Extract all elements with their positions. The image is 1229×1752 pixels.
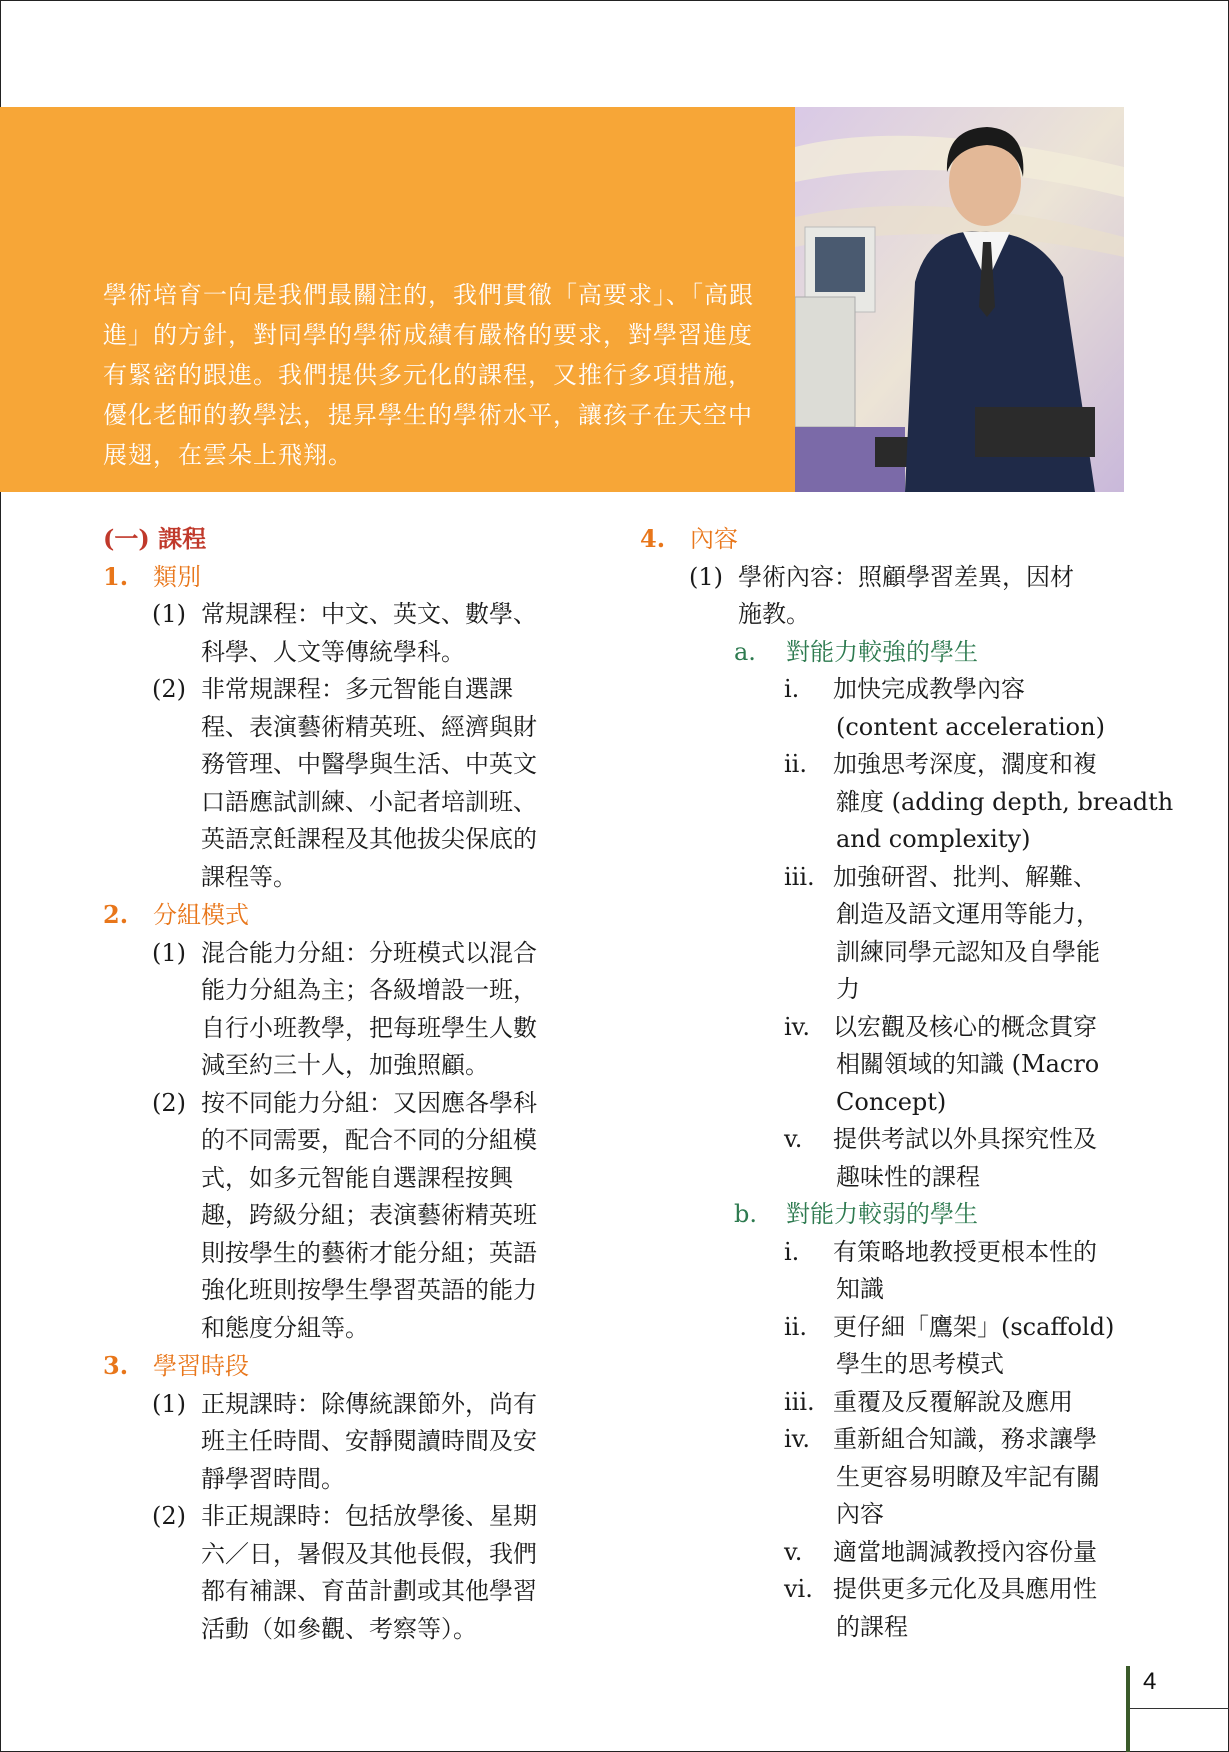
sub-item-cont: 內容 [836,1500,884,1528]
list-item-cont: 靜學習時間。 [201,1464,345,1493]
sub-item-cont: 知識 [836,1275,884,1303]
list-item-cont: 活動（如參觀、考察等）。 [201,1614,477,1643]
list-item-cont: 程、表演藝術精英班、經濟與財 [201,712,537,741]
sub-item-cont: 雜度 (adding depth, breadth [836,787,1174,816]
list-item: (1) 混合能力分組：分班模式以混合 [152,938,537,967]
sub-item-cont: 力 [836,975,860,1003]
sub-item: ii. 更仔細「鷹架」(scaffold) [784,1312,1115,1341]
sub-item: v. 提供考試以外具探究性及 [784,1125,1097,1153]
list-item-cont: 班主任時間、安靜閱讀時間及安 [201,1427,537,1455]
list-item: (1) 常規課程：中文、英文、數學、 [152,600,537,628]
section-heading: (一) 課程 [103,524,207,553]
sub-item: iii. 重覆及反覆解說及應用 [784,1387,1073,1416]
list-item: (2) 按不同能力分組：又因應各學科 [152,1088,537,1117]
sub-item-cont: and complexity) [836,825,1031,853]
list-item-cont: 的不同需要，配合不同的分組模 [201,1126,537,1154]
list-item-cont: 強化班則按學生學習英語的能力 [201,1276,537,1304]
sub-item: iv. 以宏觀及核心的概念貫穿 [784,1012,1097,1041]
list-item-cont: 趣，跨級分組；表演藝術精英班 [201,1201,537,1229]
heading-content: 4. 內容 [640,524,738,553]
list-item-cont: 六／日，暑假及其他長假，我們 [201,1539,537,1568]
sub-item-cont: (content acceleration) [836,712,1105,741]
heading-category: 1. 類別 [103,561,201,591]
page-number-bar [1126,1666,1130,1752]
page-number-rule [1130,1708,1229,1709]
list-item: (2) 非常規課程：多元智能自選課 [152,675,513,703]
list-item-cont: 式，如多元智能自選課程按興 [201,1163,513,1192]
sub-item: vi. 提供更多元化及具應用性 [784,1575,1097,1603]
sub-item-cont: Concept) [836,1087,947,1116]
sub-item: iv. 重新組合知識，務求讓學 [784,1425,1097,1453]
subheading-weak: b. 對能力較弱的學生 [734,1200,978,1228]
sub-item-cont: 趣味性的課程 [836,1162,980,1191]
list-item-cont: 能力分組為主；各級增設一班， [201,976,537,1004]
sub-item-cont: 訓練同學元認知及自學能 [836,937,1100,966]
subheading-strong: a. 對能力較強的學生 [734,637,978,666]
sub-item: i. 有策略地教授更根本性的 [784,1237,1097,1266]
right-column [640,520,1174,1646]
list-item-cont: 科學、人文等傳統學科。 [201,637,465,666]
sub-item: ii. 加強思考深度，濶度和複 [784,750,1097,778]
list-item-cont: 則按學生的藝術才能分組；英語 [201,1238,537,1267]
list-item-cont: 都有補課、育苗計劃或其他學習 [201,1577,537,1605]
list-item: (1) 學術內容：照顧學習差異，因材 [689,562,1074,591]
sub-item-cont: 創造及語文運用等能力， [836,900,1100,928]
list-item-cont: 口語應試訓練、小記者培訓班、 [201,787,537,816]
page-number: 4 [1143,1668,1157,1695]
list-item-cont: 施教。 [738,600,810,628]
list-item: (1) 正規課時：除傳統課節外，尚有 [152,1389,537,1418]
list-item: (2) 非正規課時：包括放學後、星期 [152,1502,537,1530]
list-item-cont: 課程等。 [201,862,297,891]
list-item-cont: 和態度分組等。 [201,1313,369,1342]
intro-paragraph: 學術培育一向是我們最關注的，我們貫徹「高要求」、「高跟進」的方針，對同學的學術成績有嚴格的要求，對學習進度有緊密的跟進。我們提供多元化的課程，又推行多項措施，優化老師的教學法，提昇學生的學術水平，讓孩子在天空中展翅，在雲朵上飛翔。 [103,281,754,469]
list-item-cont: 減至約三十人，加強照顧。 [201,1051,489,1079]
heading-grouping: 2. 分組模式 [103,900,249,929]
sub-item-cont: 生更容易明瞭及牢記有關 [836,1462,1100,1491]
list-item-cont: 英語烹飪課程及其他拔尖保底的 [201,825,537,853]
student-photo [795,107,1124,492]
list-item-cont: 自行小班教學，把每班學生人數 [201,1013,537,1042]
left-column [103,520,588,1648]
sub-item: v. 適當地調減教授內容份量 [784,1537,1097,1566]
sub-item: iii. 加強研習、批判、解難、 [784,862,1097,891]
sub-item-cont: 相關領域的知識 (Macro [836,1050,1100,1078]
sub-item: i. 加快完成教學內容 [784,675,1025,703]
sub-item-cont: 的課程 [836,1612,908,1641]
heading-periods: 3. 學習時段 [103,1351,249,1380]
list-item-cont: 務管理、中醫學與生活、中英文 [201,750,537,778]
sub-item-cont: 學生的思考模式 [836,1350,1004,1378]
